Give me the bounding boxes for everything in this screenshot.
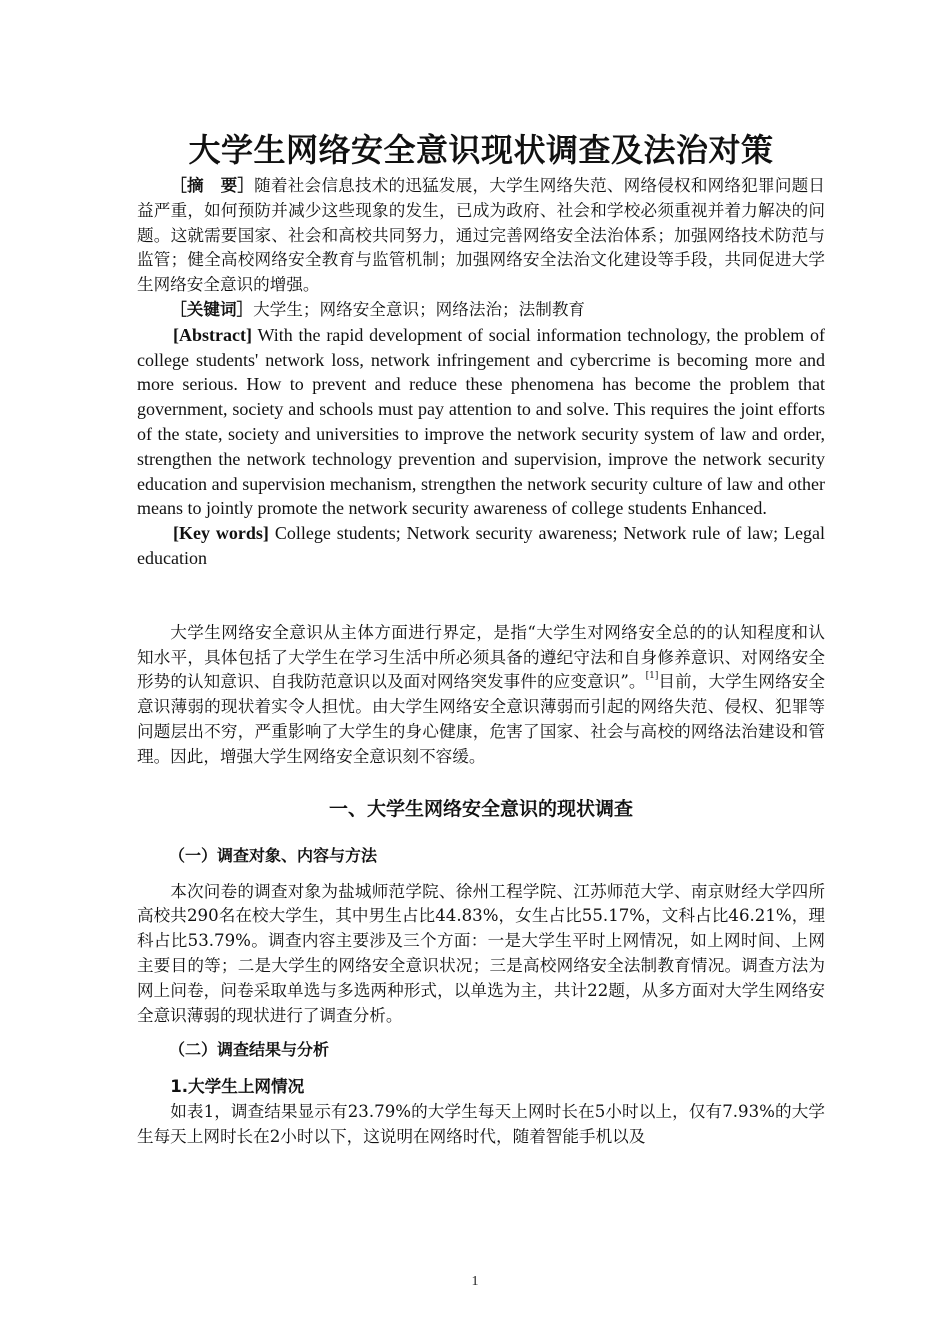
keywords-en-text: College students; Network security awareness; Network rule of law; Legal education	[137, 523, 826, 568]
abstract-cn-label: ［摘 要］	[170, 176, 255, 195]
keywords-en-label: [Key words]	[173, 523, 269, 544]
item-heading-1: 1.大学生上网情况	[170, 1077, 305, 1097]
section-heading-1: 一、大学生网络安全意识的现状调查	[328, 797, 633, 820]
page-content	[137, 128, 825, 1150]
subsection-heading-1: （一）调查对象、内容与方法	[169, 845, 378, 865]
abstract-cn-text: 随着社会信息技术的迅猛发展，大学生网络失范、网络侵权和网络犯罪问题日益严重，如何预防并减少这些现象的发生，已成为政府、社会和学校必须重视并着力解决的问题。这就需要国家、社会和高校共同努力，通过完善网络安全法治体系；加强网络技术防范与监管；健全高校网络安全教育与监管机制；加强网络安全法治文化建设等手段，共同促进大学生网络安全意识的增强。	[137, 176, 826, 295]
paper-title: 大学生网络安全意识现状调查及法治对策	[188, 131, 774, 169]
intro-text-1: 大学生网络安全意识从主体方面进行界定，是指“大学生对网络安全总的的认知程度和认知水平，具体包括了大学生在学习生活中所必须具备的遵纪守法和自身修养意识、对网络安全形势的认知意识、自我防范意识以及面对网络突发事件的应变意识”。	[137, 622, 825, 692]
abstract-cn	[137, 174, 825, 298]
survey-method-paragraph: 本次问卷的调查对象为盐城师范学院、徐州工程学院、江苏师范大学、南京财经大学四所高校共290名在校大学生，其中男生占比44.83%，女生占比55.17%，文科占比46.21%，理科占比53.79%。调查内容主要涉及三个方面：一是大学生平时上网情况，如上网时间、上网主要目的等；二是大学生的网络安全意识状况；三是高校网络安全法制教育情况。调查方法为网上问卷，问卷采取单选与多选两种形式，以单选为主，共计22题，从多方面对大学生网络安全意识薄弱的现状进行了调查分析。	[137, 881, 825, 1025]
abstract-en	[137, 323, 825, 521]
citation-ref[interactable]: [1]	[645, 671, 659, 682]
page-number: 1	[471, 1274, 479, 1289]
abstract-en-label: [Abstract]	[173, 324, 252, 345]
abstract-en-text: With the rapid development of social information technology, the problem of college students' network loss, network infringement and cybercrime is becoming more and more serious. How to prevent and reduce these phenomena has become the problem that government, society and schools must pay attention to and solve. This requires the joint efforts of the state, society and universities to improve the network security system of law and order, strengthen the network technology prevention and supervision, improve the network security education and supervision mechanism, strengthen the network security culture of law and other means to jointly promote the network security awareness of college students Enhanced.	[137, 324, 825, 519]
spacer	[137, 571, 825, 621]
keywords-cn-text: 大学生；网络安全意识；网络法治；法制教育	[253, 299, 586, 319]
online-usage-paragraph: 如表1，调查结果显示有23.79%的大学生每天上网时长在5小时以上，仅有7.93%的大学生每天上网时长在2小时以下，这说明在网络时代，随着智能手机以及	[137, 1102, 825, 1147]
keywords-cn	[137, 298, 825, 323]
intro-paragraph	[137, 621, 825, 770]
keywords-cn-label: ［关键词］	[170, 299, 254, 319]
keywords-en	[137, 521, 825, 571]
subsection-heading-2: （二）调查结果与分析	[169, 1040, 330, 1060]
intro-text-2: 目前，大学生网络安全意识薄弱的现状着实令人担忧。由大学生网络安全意识薄弱而引起的网络失范、侵权、犯罪等问题层出不穷，严重影响了大学生的身心健康，危害了国家、社会与高校的网络法治建设和管理。因此，增强大学生网络安全意识刻不容缓。	[137, 672, 826, 766]
